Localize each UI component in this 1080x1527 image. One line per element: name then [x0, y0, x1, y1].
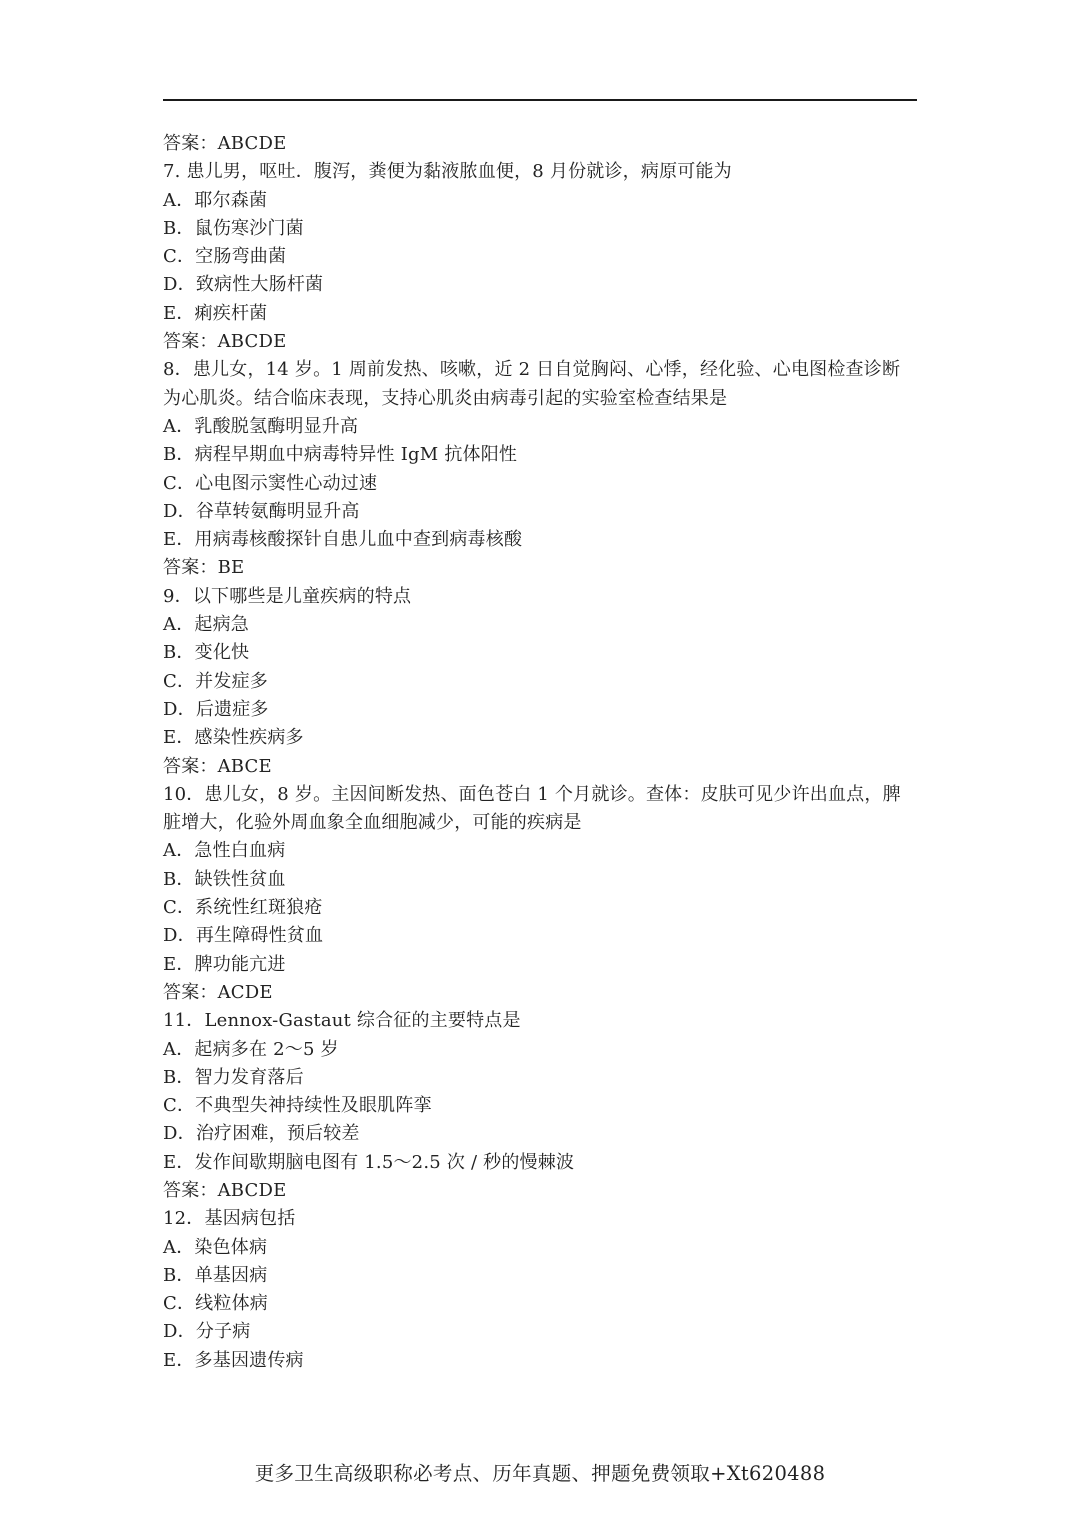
option-line: B．鼠伤寒沙门菌 — [163, 217, 304, 239]
option-line: B．缺铁性贫血 — [163, 868, 286, 890]
question-7: 7. 患儿男，呕吐．腹泻，粪便为黏液脓血便，8 月份就诊，病原可能为 — [163, 161, 732, 183]
question-11: 11．Lennox-Gastaut 综合征的主要特点是 — [163, 1010, 521, 1032]
header-rule — [163, 99, 917, 101]
option-line: A．染色体病 — [163, 1236, 268, 1258]
option-line: A．乳酸脱氢酶明显升高 — [163, 415, 359, 437]
option-line: D．治疗困难，预后较差 — [163, 1123, 360, 1145]
option-line: B．智力发育落后 — [163, 1066, 304, 1088]
answer-line: 答案：ACDE — [163, 981, 273, 1003]
answer-line: 答案：ABCDE — [163, 331, 287, 353]
option-line: D．再生障碍性贫血 — [163, 925, 324, 947]
option-line: B．病程早期血中病毒特异性 IgM 抗体阳性 — [163, 444, 518, 466]
option-line: C．线粒体病 — [163, 1293, 268, 1315]
answer-line: 答案：ABCDE — [163, 1179, 287, 1201]
option-line: E．感染性疾病多 — [163, 727, 304, 749]
option-line: C．心电图示窦性心动过速 — [163, 472, 378, 494]
option-line: A．耶尔森菌 — [163, 189, 268, 211]
question-content — [163, 130, 917, 1375]
option-line: D．致病性大肠杆菌 — [163, 274, 324, 296]
option-line: E．脾功能亢进 — [163, 953, 286, 975]
option-line: C．系统性红斑狼疮 — [163, 897, 323, 919]
option-line: E．痢疾杆菌 — [163, 302, 268, 324]
footer-promo-text: 更多卫生高级职称必考点、历年真题、押题免费领取+Xt620488 — [254, 1462, 826, 1485]
option-line: D．分子病 — [163, 1321, 251, 1343]
option-line: E．发作间歇期脑电图有 1.5～2.5 次 / 秒的慢棘波 — [163, 1151, 575, 1173]
option-line: B．变化快 — [163, 642, 250, 664]
question-10: 10．患儿女，8 岁。主因间断发热、面色苍白 1 个月就诊。查体：皮肤可见少许出血点，脾 — [163, 783, 901, 805]
option-line: D．后遗症多 — [163, 698, 269, 720]
option-line: E．多基因遗传病 — [163, 1349, 304, 1371]
question-12: 12．基因病包括 — [163, 1208, 296, 1230]
option-line: A．起病急 — [163, 614, 249, 636]
question-9: 9．以下哪些是儿童疾病的特点 — [163, 585, 412, 607]
answer-line: 答案：ABCDE — [163, 133, 287, 154]
option-line: E．用病毒核酸探针自患儿血中查到病毒核酸 — [163, 529, 523, 551]
option-line: A．急性白血病 — [163, 840, 286, 862]
option-line: C．空肠弯曲菌 — [163, 246, 287, 268]
option-line: C．不典型失神持续性及眼肌阵挛 — [163, 1095, 432, 1117]
option-line: C．并发症多 — [163, 670, 268, 692]
question-8: 8．患儿女，14 岁。1 周前发热、咳嗽，近 2 日自觉胸闷、心悸，经化验、心电图检查诊断 — [163, 359, 901, 381]
option-line: D．谷草转氨酶明显升高 — [163, 500, 360, 522]
question-10-continued: 脏增大，化验外周血象全血细胞减少，可能的疾病是 — [163, 812, 582, 834]
question-8-continued: 为心肌炎。结合临床表现，支持心肌炎由病毒引起的实验室检查结果是 — [163, 387, 728, 409]
answer-line: 答案：ABCE — [163, 755, 272, 777]
option-line: B．单基因病 — [163, 1264, 268, 1286]
option-line: A．起病多在 2～5 岁 — [163, 1038, 339, 1060]
answer-line: 答案：BE — [163, 557, 245, 579]
